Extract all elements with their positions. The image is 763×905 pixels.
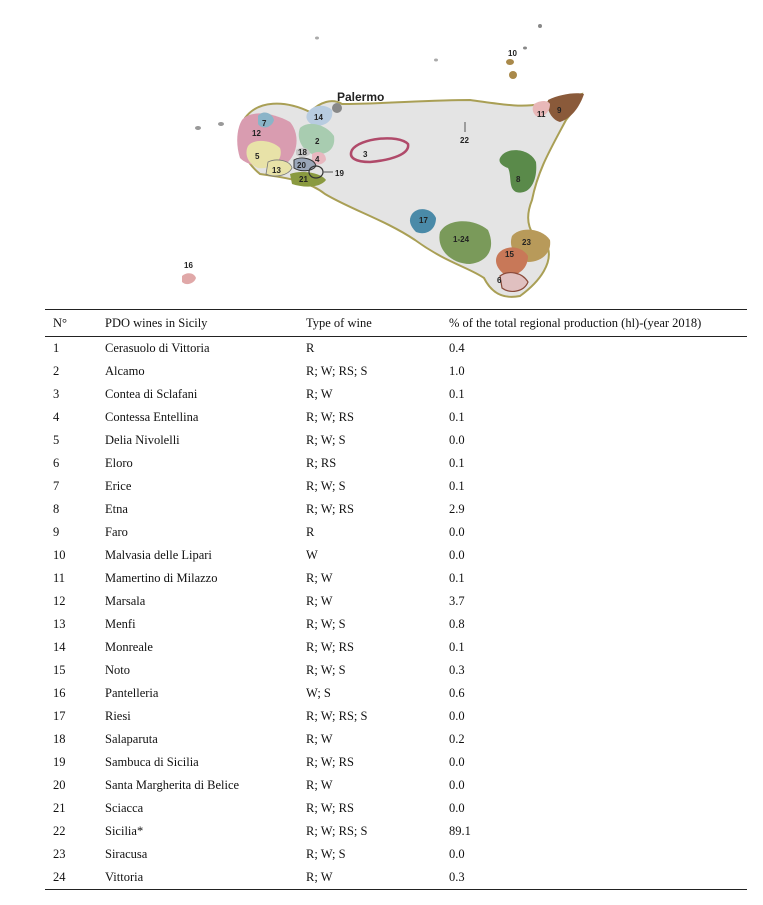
cell-wine-name: Santa Margherita di Belice	[105, 778, 240, 792]
zone-label: 2	[315, 137, 320, 146]
zone-label: 20	[297, 161, 306, 170]
cell-number: 7	[53, 479, 60, 493]
cell-number: 15	[53, 663, 66, 677]
zone-label: 16	[184, 261, 193, 270]
cell-production-share: 0.0	[449, 525, 465, 539]
cell-number: 8	[53, 502, 60, 516]
cell-wine-type: R; W; S	[306, 663, 346, 677]
cell-wine-type: R; RS	[306, 456, 337, 470]
cell-production-share: 0.1	[449, 479, 465, 493]
cell-wine-type: R; W	[298, 866, 441, 890]
cell-production-share: 0.1	[449, 410, 465, 424]
cell-number: 24	[45, 866, 97, 890]
cell-production-share: 0.0	[449, 801, 465, 815]
cell-number: 5	[53, 433, 60, 447]
island-shape	[434, 59, 438, 62]
zone-label: 10	[508, 49, 517, 58]
cell-wine-name: Delia Nivolelli	[105, 433, 180, 447]
cell-production-share: 0.1	[449, 387, 465, 401]
cell-wine-type: W; S	[306, 686, 331, 700]
cell-wine-type: R; W; RS	[306, 502, 354, 516]
table-row	[45, 613, 747, 636]
cell-wine-name: Noto	[105, 663, 130, 677]
cell-wine-type: R; W; RS; S	[306, 364, 368, 378]
cell-production-share: 0.6	[449, 686, 465, 700]
cell-number: 9	[53, 525, 60, 539]
cell-wine-name: Siracusa	[105, 847, 148, 861]
cell-production-share: 0.2	[449, 732, 465, 746]
table-row	[45, 360, 747, 383]
zone-label: 4	[315, 155, 320, 164]
cell-wine-type: R; W; RS	[306, 755, 354, 769]
cell-production-share: 0.0	[449, 755, 465, 769]
table-row	[45, 682, 747, 705]
cell-production-share: 0.4	[449, 341, 465, 355]
zone-label: 6	[497, 276, 502, 285]
cell-wine-type: R	[306, 341, 315, 355]
table-row	[45, 475, 747, 498]
island-shape	[195, 126, 201, 130]
cell-wine-type: R; W; S	[306, 847, 346, 861]
map-city-label: Palermo	[337, 90, 385, 104]
cell-wine-name: Malvasia delle Lipari	[105, 548, 212, 562]
zone-label: 14	[314, 113, 323, 122]
cell-number: 2	[53, 364, 60, 378]
cell-wine-type: R; W	[306, 387, 333, 401]
table-row	[45, 659, 747, 682]
cell-production-share: 3.7	[449, 594, 465, 608]
table-row	[45, 590, 747, 613]
zone-label: 23	[522, 238, 531, 247]
cell-wine-name: Salaparuta	[105, 732, 158, 746]
cell-production-share: 0.3	[441, 866, 747, 890]
cell-production-share: 0.0	[449, 778, 465, 792]
zone-label: 17	[419, 216, 428, 225]
cell-wine-type: W	[306, 548, 318, 562]
sicily-island-shape	[242, 94, 582, 297]
island-shape	[523, 47, 527, 50]
table-row	[45, 498, 747, 521]
cell-number: 10	[53, 548, 66, 562]
cell-wine-type: R; W; RS	[306, 801, 354, 815]
zone-label: 8	[516, 175, 521, 184]
cell-production-share: 0.0	[449, 433, 465, 447]
cell-number: 18	[53, 732, 66, 746]
zone-label: 7	[262, 119, 267, 128]
cell-production-share: 0.1	[449, 456, 465, 470]
cell-production-share: 1.0	[449, 364, 465, 378]
cell-wine-type: R; W; RS; S	[306, 824, 368, 838]
zone-palermo-marker	[332, 103, 342, 113]
cell-wine-type: R; W; S	[306, 617, 346, 631]
pdo-wines-table-container	[45, 309, 747, 890]
cell-wine-name: Erice	[105, 479, 132, 493]
header-wine-type: Type of wine	[298, 310, 441, 337]
island-shape	[538, 24, 542, 28]
table-row	[45, 636, 747, 659]
cell-wine-name: Contea di Sclafani	[105, 387, 198, 401]
cell-number: 6	[53, 456, 60, 470]
zone-label: 19	[335, 169, 344, 178]
cell-number: 13	[53, 617, 66, 631]
table-row	[45, 521, 747, 544]
table-row	[45, 774, 747, 797]
table-row	[45, 751, 747, 774]
zone-label: 15	[505, 250, 514, 259]
cell-number: 4	[53, 410, 60, 424]
cell-number: 14	[53, 640, 66, 654]
cell-number: 21	[53, 801, 66, 815]
cell-wine-type: R; W; S	[306, 433, 346, 447]
cell-production-share: 0.3	[449, 663, 465, 677]
cell-production-share: 89.1	[449, 824, 471, 838]
cell-number: 19	[53, 755, 66, 769]
header-number: N°	[45, 310, 97, 337]
table-row	[45, 337, 747, 361]
cell-wine-name: Contessa Entellina	[105, 410, 199, 424]
cell-production-share: 0.0	[449, 548, 465, 562]
cell-number: 22	[53, 824, 66, 838]
cell-wine-name: Sambuca di Sicilia	[105, 755, 199, 769]
cell-production-share: 0.1	[449, 571, 465, 585]
cell-number: 12	[53, 594, 66, 608]
cell-wine-type: R; W	[306, 732, 333, 746]
table-row	[45, 705, 747, 728]
zone-label: 22	[460, 136, 469, 145]
zone-label: 1-24	[453, 235, 470, 244]
table-row	[45, 383, 747, 406]
table-row	[45, 567, 747, 590]
cell-production-share: 2.9	[449, 502, 465, 516]
island-shape	[218, 122, 224, 126]
zone-label: 11	[537, 110, 546, 119]
cell-number: 17	[53, 709, 66, 723]
cell-wine-name: Marsala	[105, 594, 146, 608]
cell-number: 23	[53, 847, 66, 861]
cell-wine-name: Eloro	[105, 456, 133, 470]
header-wine-name: PDO wines in Sicily	[97, 310, 298, 337]
sicily-pdo-map	[0, 0, 763, 305]
cell-wine-type: R; W; RS; S	[306, 709, 368, 723]
cell-wine-type: R; W	[306, 594, 333, 608]
table-header-row	[45, 310, 747, 337]
table-row	[45, 797, 747, 820]
cell-number: 16	[53, 686, 66, 700]
cell-wine-type: R; W	[306, 778, 333, 792]
cell-wine-name: Pantelleria	[105, 686, 159, 700]
zone-label: 12	[252, 129, 261, 138]
cell-number: 1	[53, 341, 60, 355]
pdo-wines-table	[45, 309, 747, 890]
table-row	[45, 866, 747, 890]
table-row	[45, 406, 747, 429]
zone-label: 5	[255, 152, 260, 161]
cell-wine-type: R; W; RS	[306, 640, 354, 654]
table-row	[45, 544, 747, 567]
cell-wine-name: Monreale	[105, 640, 153, 654]
zone-label: 13	[272, 166, 281, 175]
cell-wine-name: Riesi	[105, 709, 131, 723]
cell-production-share: 0.0	[449, 847, 465, 861]
cell-wine-name: Faro	[105, 525, 128, 539]
cell-wine-name: Menfi	[105, 617, 136, 631]
zone-label: 9	[557, 106, 562, 115]
cell-wine-type: R	[306, 525, 315, 539]
header-production-share: % of the total regional production (hl)-(year 2018)	[441, 310, 747, 337]
table-row	[45, 843, 747, 866]
zone-faro-shape	[548, 93, 584, 122]
table-row	[45, 429, 747, 452]
cell-wine-name: Alcamo	[105, 364, 145, 378]
cell-wine-type: R; W	[306, 571, 333, 585]
table-row	[45, 452, 747, 475]
cell-production-share: 0.8	[449, 617, 465, 631]
cell-wine-type: R; W; RS	[306, 410, 354, 424]
zone-label: 3	[363, 150, 368, 159]
zone-label: 18	[298, 148, 307, 157]
island-shape	[506, 59, 514, 65]
island-shape	[315, 37, 319, 40]
cell-number: 3	[53, 387, 60, 401]
cell-production-share: 0.0	[449, 709, 465, 723]
cell-number: 11	[53, 571, 66, 585]
cell-wine-name: Etna	[105, 502, 128, 516]
island-shape	[509, 71, 517, 79]
table-row	[45, 820, 747, 843]
zone-pantelleria-shape	[182, 273, 196, 284]
table-body	[45, 337, 747, 890]
cell-wine-name: Vittoria	[97, 866, 298, 890]
cell-wine-type: R; W; S	[306, 479, 346, 493]
cell-wine-name: Sciacca	[105, 801, 144, 815]
cell-production-share: 0.1	[449, 640, 465, 654]
zone-label: 21	[299, 175, 308, 184]
cell-wine-name: Mamertino di Milazzo	[105, 571, 218, 585]
table-row	[45, 728, 747, 751]
cell-wine-name: Cerasuolo di Vittoria	[105, 341, 210, 355]
cell-wine-name: Sicilia*	[105, 824, 144, 838]
cell-number: 20	[53, 778, 66, 792]
